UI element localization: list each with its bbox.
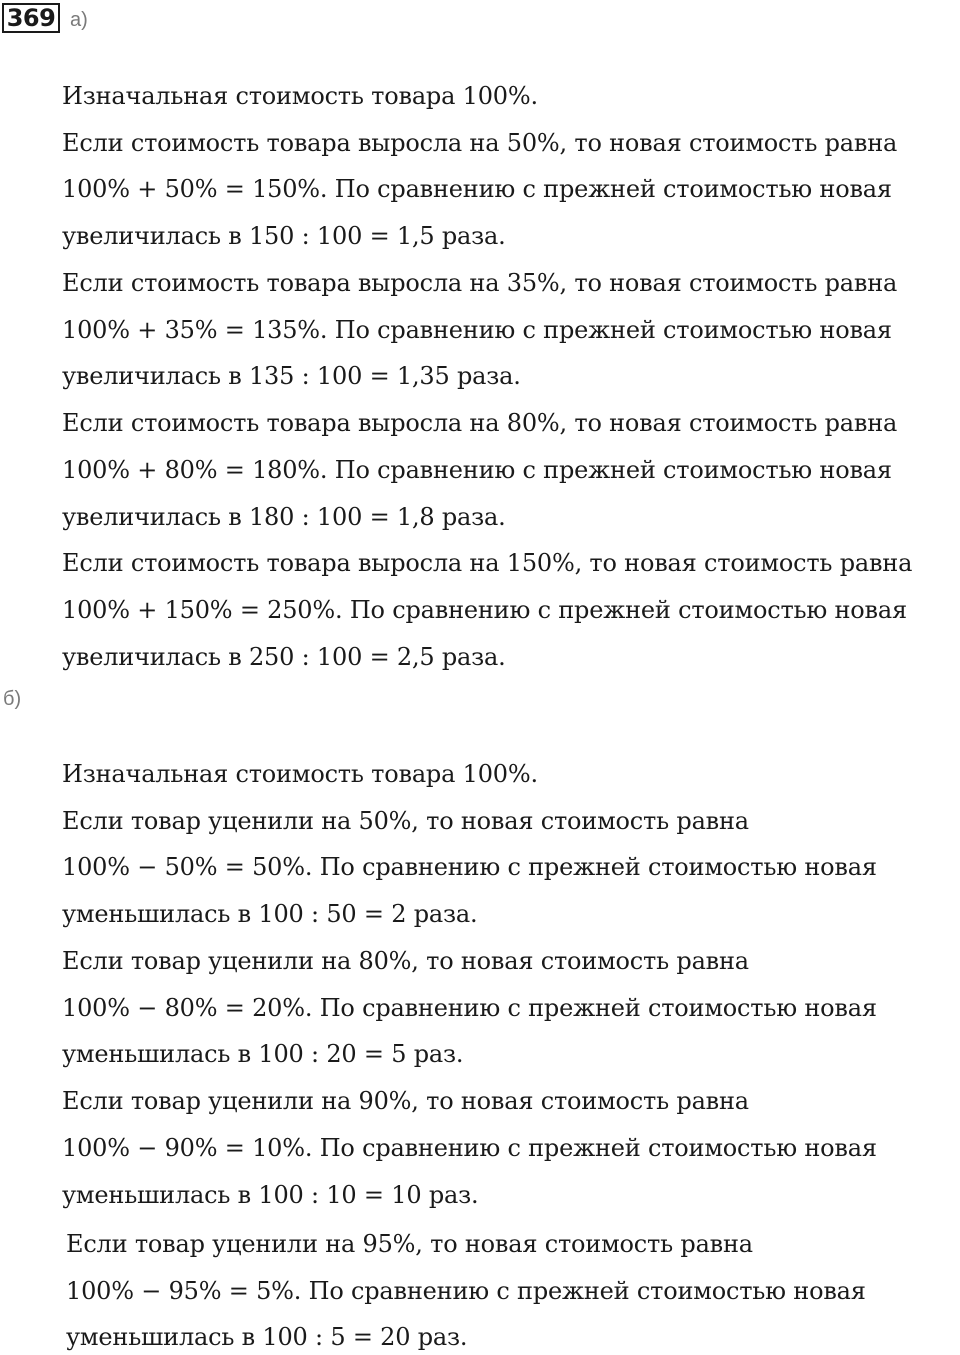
problem-number: 369 (2, 3, 60, 33)
part-a-line: 100% + 35% = 135%. По сравнению с прежней стоимостью новая (62, 316, 892, 344)
part-b-line: 100% − 50% = 50%. По сравнению с прежней стоимостью новая (62, 853, 877, 881)
part-b-line: Изначальная стоимость товара 100%. (62, 760, 538, 788)
part-b-line: 100% − 95% = 5%. По сравнению с прежней стоимостью новая (66, 1277, 866, 1305)
part-b-line: 100% − 80% = 20%. По сравнению с прежней стоимостью новая (62, 994, 877, 1022)
part-a-line: 100% + 150% = 250%. По сравнению с прежней стоимостью новая (62, 596, 907, 624)
part-a-line: увеличилась в 250 : 100 = 2,5 раза. (62, 643, 506, 671)
part-a-line: увеличилась в 180 : 100 = 1,8 раза. (62, 503, 506, 531)
part-b-label: б) (3, 688, 22, 710)
part-b-line: Если товар уценили на 50%, то новая стоимость равна (62, 807, 749, 835)
part-a-line: увеличилась в 150 : 100 = 1,5 раза. (62, 222, 506, 250)
part-b-line: уменьшилась в 100 : 20 = 5 раз. (62, 1040, 464, 1068)
part-a-label: а) (70, 9, 88, 31)
part-a-line: Если стоимость товара выросла на 80%, то новая стоимость равна (62, 409, 898, 437)
part-b-line: Если товар уценили на 80%, то новая стоимость равна (62, 947, 749, 975)
part-b-line: уменьшилась в 100 : 50 = 2 раза. (62, 900, 478, 928)
part-b-line: 100% − 90% = 10%. По сравнению с прежней стоимостью новая (62, 1134, 877, 1162)
part-a-line: Если стоимость товара выросла на 50%, то новая стоимость равна (62, 129, 898, 157)
part-a-line: 100% + 80% = 180%. По сравнению с прежней стоимостью новая (62, 456, 892, 484)
part-a-line: Если стоимость товара выросла на 150%, то новая стоимость равна (62, 549, 913, 577)
part-b-line: уменьшилась в 100 : 10 = 10 раз. (62, 1181, 479, 1209)
part-b-line: Если товар уценили на 90%, то новая стоимость равна (62, 1087, 749, 1115)
part-a-line: Изначальная стоимость товара 100%. (62, 82, 538, 110)
part-a-line: 100% + 50% = 150%. По сравнению с прежней стоимостью новая (62, 175, 892, 203)
part-b-line: Если товар уценили на 95%, то новая стоимость равна (66, 1230, 753, 1258)
part-a-line: увеличилась в 135 : 100 = 1,35 раза. (62, 362, 521, 390)
part-b-line: уменьшилась в 100 : 5 = 20 раз. (66, 1323, 468, 1351)
part-a-line: Если стоимость товара выросла на 35%, то новая стоимость равна (62, 269, 898, 297)
